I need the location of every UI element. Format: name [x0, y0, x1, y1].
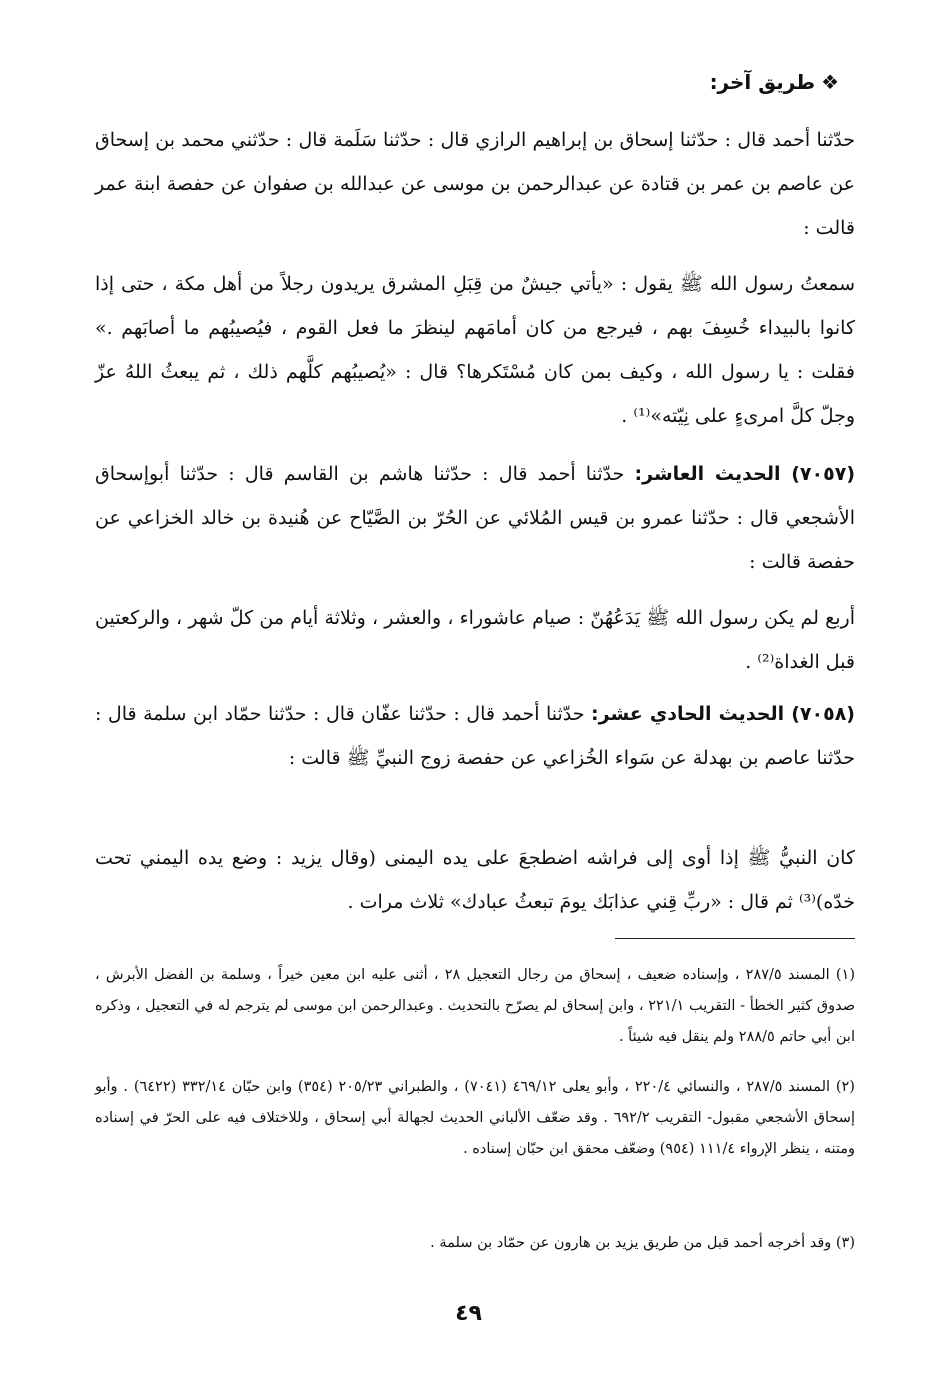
section-heading-text: طريق آخر:: [709, 70, 816, 94]
paragraph-isnad-1: حدّثنا أحمد قال : حدّثنا إسحاق بن إبراهيم الرازي قال : حدّثنا سَلَمة قال : حدّثني محمد بن إسحاق عن عاصم بن عمر بن قتادة عن عبدالرحمن بن موسى عن عبدالله بن صفوان عن حفصة ابنة عمر قالت :: [95, 129, 855, 239]
hadith-title: (٧٠٥٧) الحديث العاشر:: [634, 463, 855, 485]
footnote-3: (٣) وقد أخرجه أحمد قبل من طريق يزيد بن هارون عن حمّاد بن سلمة .: [430, 1235, 855, 1251]
hadith-title: (٧٠٥٨) الحديث الحادي عشر:: [591, 703, 855, 725]
hadith-isnad-text: حدّثنا أحمد قال : حدّثنا عفّان قال : حدّثنا حمّاد ابن سلمة قال : حدّثنا عاصم بن بهدلة عن سَواء الخُزاعي عن حفصة زوج النبيِّ ﷺ قالت :: [95, 703, 855, 769]
footnote-1: (١) المسند ٢٨٧/٥ ، وإسناده ضعيف ، إسحاق من رجال التعجيل ٢٨ ، أثنى عليه ابن معين خيراً ، وسلمة بن الفضل الأبرش ، صدوق كثير الخطأ - التقريب ٢٢١/١ ، وابن إسحاق لم يصرّح بالتحديث . وعبدالرحمن ابن موسى لم يترجم له في التعجيل ، وذكره ابن أبي حاتم ٢٨٨/٥ ولم ينقل فيه شيئاً .: [95, 967, 856, 1045]
section-heading: [710, 70, 839, 94]
footnote-separator: [615, 938, 855, 939]
page-number: ٤٩: [455, 1301, 482, 1326]
bullet-diamond-icon: ❖: [821, 70, 839, 94]
paragraph-hadith-10-matn: أربع لم يكن رسول الله ﷺ يَدَعُهُنّ : صيام عاشوراء ، والعشر ، وثلاثة أيام من كلّ شهر ، والركعتين قبل الغداة⁽²⁾ .: [95, 607, 855, 673]
paragraph-matn-1: سمعتُ رسول الله ﷺ يقول : «يأتي جيشٌ من قِبَلِ المشرق يريدون رجلاً من أهل مكة ، حتى إذا كانوا بالبيداء خُسِفَ بهم ، فيرجع من كان أمامَهم لينظرَ ما فعل القوم ، فيُصيبُهم ما أصابَهم .» فقلت : يا رسول الله ، وكيف بمن كان مُسْتَكرها؟ قال : «يُصيبُهم كلَّهم ذلك ، ثم يبعثُ اللهُ عزّ وجلّ كلَّ امرىءٍ على نِيّته»⁽¹⁾ .: [95, 273, 855, 427]
paragraph-hadith-11-isnad: [95, 692, 855, 780]
footnote-2: (٢) المسند ٢٨٧/٥ ، والنسائي ٢٢٠/٤ ، وأبو يعلى ٤٦٩/١٢ (٧٠٤١) ، والطبراني ٢٠٥/٢٣ (٣٥٤) وابن حبّان ٣٣٢/١٤ (٦٤٢٢) . وأبو إسحاق الأشجعي مقبول- التقريب ٦٩٢/٢ . وقد ضعّف الألباني الحديث لجهالة أبي إسحاق ، وللاختلاف فيه على الحرّ في إسناده ومتنه ، ينظر الإرواء ١١١/٤ (٩٥٤) وضعّف محقق ابن حبّان إسناده .: [95, 1079, 855, 1157]
hadith-isnad-text: حدّثنا أحمد قال : حدّثنا هاشم بن القاسم قال : حدّثنا أبوإسحاق الأشجعي قال : حدّثنا عمرو بن قيس المُلائي عن الحُرّ بن الصَّيّاح عن هُنيدة بن خالد الخزاعي عن حفصة قالت :: [95, 463, 855, 573]
paragraph-hadith-11-matn: كان النبيُّ ﷺ إذا أوى إلى فراشه اضطجعَ على يده اليمنى (وقال يزيد : وضع يده اليمني تحت خدّه)⁽³⁾ ثم قال : «ربِّ قِني عذابَك يومَ تبعثُ عبادك» ثلاث مرات .: [95, 847, 855, 913]
paragraph-hadith-10-isnad: [95, 452, 855, 584]
